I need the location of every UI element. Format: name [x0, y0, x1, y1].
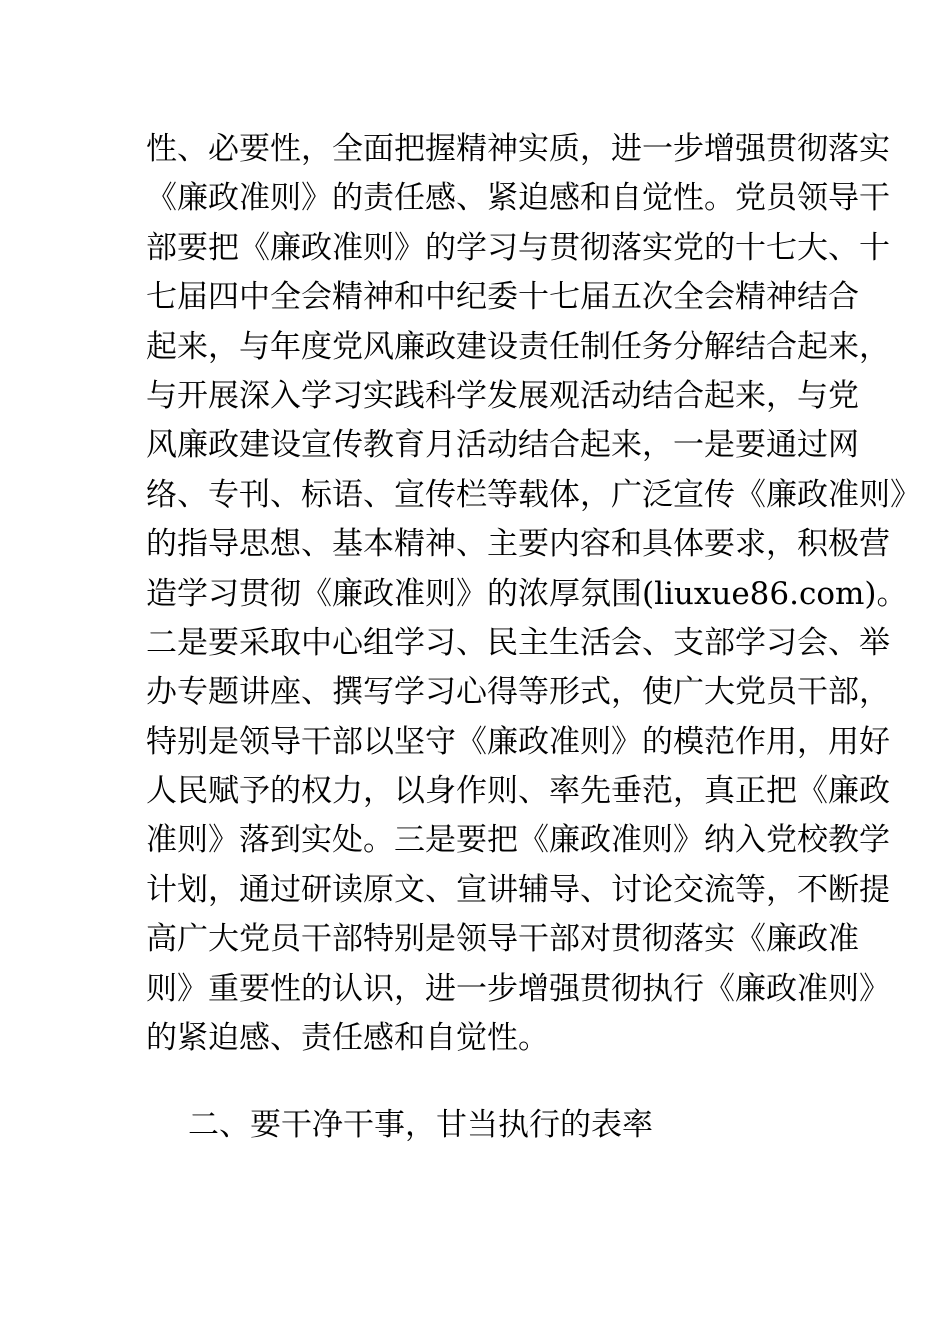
text-line: 准则》落到实处。三是要把《廉政准则》纳入党校教学 [146, 822, 890, 859]
body-paragraph [146, 125, 921, 1063]
text-line: 办专题讲座、撰写学习心得等形式，使广大党员干部， [146, 674, 890, 711]
text-line: 计划，通过研读原文、宣讲辅导、讨论交流等，不断提 [146, 871, 890, 908]
text-line: 的紧迫感、责任感和自觉性。 [146, 1020, 549, 1057]
text-line: 七届四中全会精神和中纪委十七届五次全会精神结合 [146, 279, 859, 316]
text-line: 特别是领导干部以坚守《廉政准则》的模范作用，用好 [146, 723, 890, 760]
section-heading: 二、要干净干事，甘当执行的表率 [188, 1107, 653, 1143]
text-line: 与开展深入学习实践科学发展观活动结合起来，与党 [146, 377, 859, 414]
text-line: 造学习贯彻《廉政准则》的浓厚氛围(liuxue86.com)。 [146, 575, 908, 612]
text-line: 则》重要性的认识，进一步增强贯彻执行《廉政准则》 [146, 970, 890, 1007]
text-line: 的指导思想、基本精神、主要内容和具体要求，积极营 [146, 526, 890, 563]
text-line: 部要把《廉政准则》的学习与贯彻落实党的十七大、十 [146, 229, 890, 266]
text-line: 《廉政准则》的责任感、紧迫感和自觉性。党员领导干 [146, 180, 890, 217]
text-line: 人民赋予的权力，以身作则、率先垂范，真正把《廉政 [146, 773, 890, 810]
text-line: 起来，与年度党风廉政建设责任制任务分解结合起来， [146, 328, 890, 365]
text-line: 性、必要性，全面把握精神实质，进一步增强贯彻落实 [146, 131, 890, 167]
text-line: 络、专刊、标语、宣传栏等载体，广泛宣传《廉政准则》 [146, 476, 921, 513]
text-line: 二是要采取中心组学习、民主生活会、支部学习会、举 [146, 624, 890, 661]
text-line: 高广大党员干部特别是领导干部对贯彻落实《廉政准 [146, 921, 859, 958]
text-line: 风廉政建设宣传教育月活动结合起来，一是要通过网 [146, 427, 859, 464]
